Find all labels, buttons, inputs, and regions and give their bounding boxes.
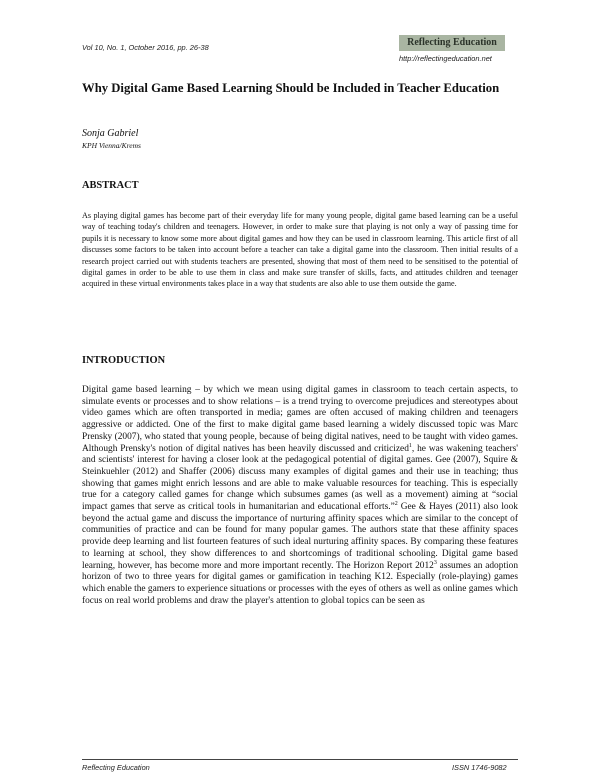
footer-divider xyxy=(82,759,518,760)
abstract-text: As playing digital games has become part of their everyday life for many young people, digital game based learning can be a useful way of teaching today's children and teenagers. However, in order to make sure that playing is not only a way of passing time for pupils it is necessary to know some more about digital games and how they can be used in classroom learning. This article first of all discusses some factors to be taken into account before a teacher can take a digital game into the classroom. Then initial results of a research project carried out with students teachers are presented, showing that most of them need to be sensitised to the potential of digital games in order to be able to use them in class and make sure transfer of skills, facts, and attitudes children and teenager acquired in these virtual environments takes place in a way that students are also able to use them outside the game. xyxy=(82,211,518,289)
footer-journal: Reflecting Education xyxy=(82,763,150,772)
author-affiliation: KPH Vienna/Krems xyxy=(82,141,141,150)
footnote-ref-2[interactable]: 2 xyxy=(394,500,398,507)
footer-issn: ISSN 1746-9082 xyxy=(452,763,507,772)
footnote-ref-1[interactable]: 1 xyxy=(408,442,412,449)
author-name: Sonja Gabriel xyxy=(82,128,139,139)
introduction-heading: INTRODUCTION xyxy=(82,355,166,366)
paper-title: Why Digital Game Based Learning Should be Included in Teacher Education xyxy=(82,81,500,95)
introduction-text xyxy=(82,385,518,607)
abstract-heading: ABSTRACT xyxy=(82,180,139,191)
intro-text-part-4: assumes an adoption horizon of two to three years for digital games or gamification in teaching K12. Especially (role-playing) games which enable the gamers to experience situations or processes with the eyes of others as well as online games which focus on real world problems and draw the player's attention to global topics can be seen as xyxy=(82,560,519,606)
intro-text-part-3: Gee & Hayes (2011) also look beyond the actual game and discuss the importance of nurturing affinity spaces which are similar to the concept of communities of practice and can be found for many popular games. The authors state that these affinity spaces provide deep learning and list fourteen features of such ideal nurturing affinity spaces. By comparing these features to learning at school, they show differences to and shortcomings of traditional schooling. Digital game based learning, however, has become more and more important recently. The Horizon Report 2012 xyxy=(82,502,518,571)
intro-text-part-2: , he was wakening teachers' and scientists' interest for having a closer look at the pedagogical potential of digital games. Gee (2007), Squire & Steinkuehler (2012) and Shaffer (2006) discuss many examples of digital games and their use in teaching; thus showing that games might enrich lessons and are able to make valuable resources for teaching. This is especially true for a category called games for change which subsumes games (as well as a movement) aiming at “social impact games that serve as critical tools in humanitarian and educational efforts.” xyxy=(82,443,518,513)
footnote-ref-3[interactable]: 3 xyxy=(433,559,437,566)
citation-line: Vol 10, No. 1, October 2016, pp. 26-38 xyxy=(82,43,209,52)
journal-badge: Reflecting Education xyxy=(399,35,505,51)
intro-text-part-1: Digital game based learning – by which we mean using digital games in classroom to teach certain aspects, to simulate events or processes and to show relations – is a trend trying to overcome prejudices and stereotypes about video games which are often transported in media; games are often accused of making children and teenagers aggressive or addicted. One of the first to make digital game based learning a widely discussed topic was Marc Prensky (2007), who stated that young people, because of being digital natives, need to be taught with video games. Although Prensky's notion of digital natives has been heavily discussed and criticized xyxy=(82,385,518,454)
journal-url-link[interactable]: http://reflectingeducation.net xyxy=(399,54,492,63)
